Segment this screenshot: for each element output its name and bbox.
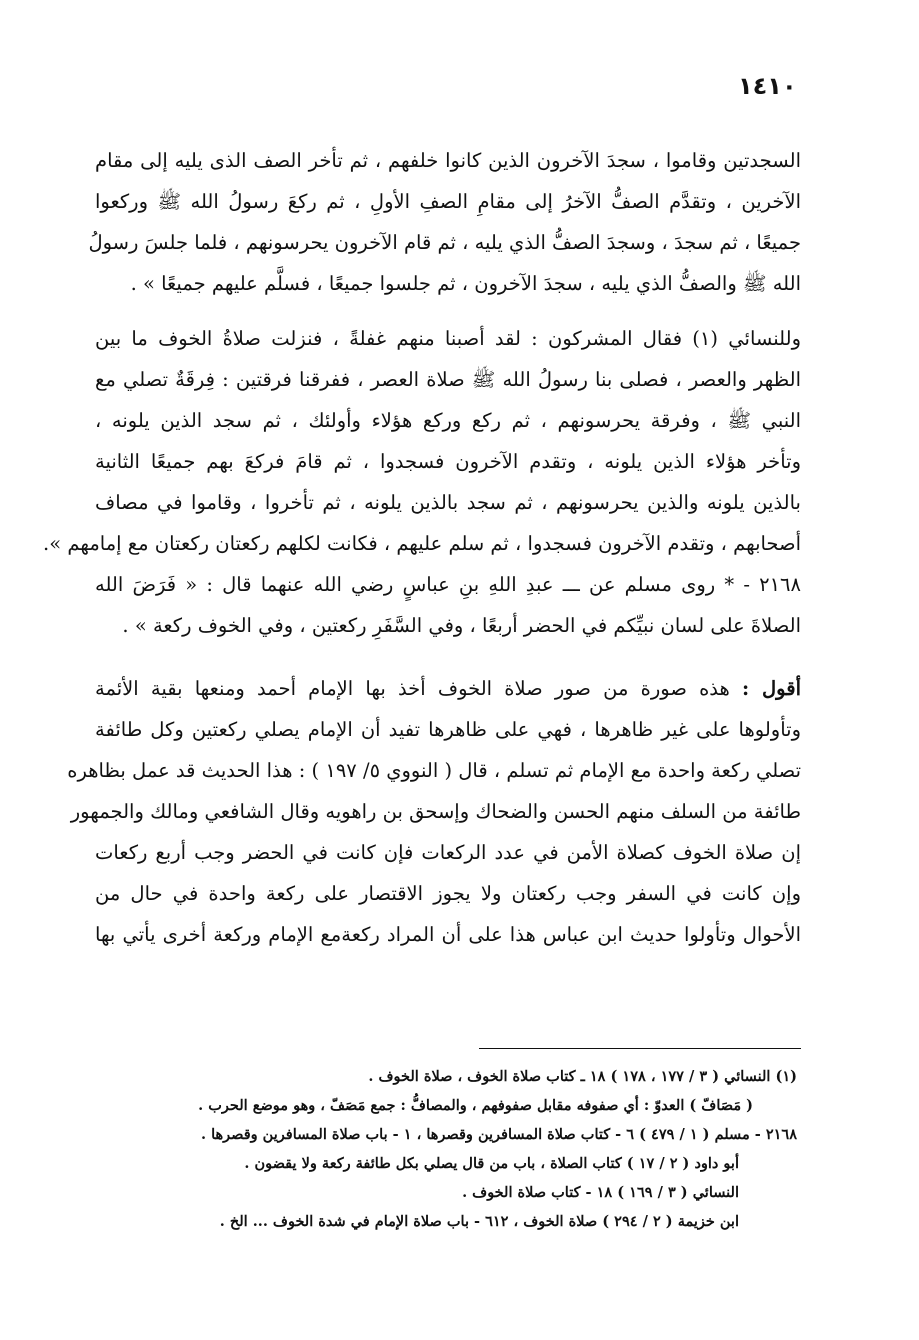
footnote-divider (479, 1048, 801, 1049)
text-line: بالذين يلونه والذين يحرسونهم ، ثم سجد بالذين يلونه ، ثم تأخروا ، وقاموا في مصاف (95, 491, 801, 514)
text-line: وتأولوها على غير ظاهرها ، فهي على ظاهرها تفيد أن الإمام يصلي ركعتين وكل طائفة (95, 718, 801, 741)
page-number: ١٤١٠ (738, 72, 797, 100)
text-line: الظهر والعصر ، فصلى بنا رسولُ الله ﷺ صلاة العصر ، ففرقنا فرقتين : فِرقَةٌ تصلي مع (95, 368, 801, 391)
text-line: أصحابهم ، وتقدم الآخرون فسجدوا ، ثم سلم عليهم ، فكانت لكلهم ركعتان ركعتان مع إمامهم ». (43, 532, 801, 555)
text-line: السجدتين وقاموا ، سجدَ الآخرون الذين كانوا خلفهم ، ثم تأخر الصف الذى يليه إلى مقام (95, 149, 801, 172)
paragraph-hadith-2168 (95, 564, 801, 646)
text-line: الأحوال وتأولوا حديث ابن عباس هذا على أن المراد ركعةمع الإمام وركعة أخرى يأتي بها (95, 923, 801, 946)
text-line: تصلي ركعة واحدة مع الإمام ثم تسلم ، قال ( النووي ٥/ ١٩٧ ) : هذا الحديث قد عمل بظاهره (67, 759, 801, 782)
text-line: ٢١٦٨ - * روى مسلم عن ـــ عبدِ اللهِ بنِ عباسٍ رضي الله عنهما قال : « فَرَضَ الله (95, 573, 801, 596)
text-line: النبي ﷺ ، وفرقة يحرسونهم ، ثم ركع وركع هؤلاء وأولئك ، ثم سجد الذين يلونه ، (95, 409, 801, 432)
text-line: جميعًا ، ثم سجدَ ، وسجدَ الصفُّ الذي يليه ، ثم قام الآخرون يحرسونهم ، فلما جلسَ رسولُ (88, 231, 801, 254)
footnote-line: (١) النسائي ( ٣ / ١٧٧ ، ١٧٨ ) ١٨ ـ كتاب صلاة الخوف ، صلاة الخوف . (368, 1068, 797, 1085)
footnotes (97, 1062, 797, 1236)
text-line: إن صلاة الخوف كصلاة الأمن في عدد الركعات فإن كانت في الحضر وجب أربع ركعات (95, 841, 801, 864)
footnote-line: ( مَصَافّ ) العدوّ : أي صفوفه مقابل صفوفهم ، والمصافُّ : جمع مَصَفّ ، وهو موضع الحرب . (198, 1097, 753, 1114)
text-line (95, 668, 801, 709)
text-line: طائفة من السلف منهم الحسن والضحاك وإسحق بن راهويه وقال الشافعي ومالك والجمهور (70, 800, 801, 823)
text-line: وتأخر هؤلاء الذين يلونه ، وتقدم الآخرون فسجدوا ، ثم قامَ فركعَ بهم جميعًا الثانية (95, 450, 801, 473)
commentary-first-line: هذه صورة من صور صلاة الخوف أخذ بها الإمام أحمد ومنعها بقية الأئمة (95, 677, 743, 700)
text-line: الله ﷺ والصفُّ الذي يليه ، سجدَ الآخرون ، ثم جلسوا جميعًا ، فسلَّم عليهم جميعًا » . (130, 272, 801, 295)
main-text (43, 140, 802, 955)
footnote-line: أبو داود ( ٢ / ١٧ ) كتاب الصلاة ، باب من قال يصلي بكل طائفة ركعة ولا يقضون . (244, 1155, 739, 1172)
text-line: الآخرين ، وتقدَّم الصفُّ الآخرُ إلى مقامِ الصفِ الأولِ ، ثم ركعَ رسولُ الله ﷺ وركعوا (95, 190, 801, 213)
text-line: وإن كانت في السفر وجب ركعتان ولا يجوز الاقتصار على ركعة واحدة في حال من (95, 882, 801, 905)
text-line: وللنسائي (١) فقال المشركون : لقد أصبنا منهم غفلةً ، فنزلت صلاةُ الخوف ما بين (95, 327, 801, 350)
commentary-lead: أقول : (742, 677, 802, 700)
footnote-line: ٢١٦٨ - مسلم ( ١ / ٤٧٩ ) ٦ - كتاب صلاة المسافرين وقصرها ، ١ - باب صلاة المسافرين وقصرها . (200, 1126, 797, 1143)
paragraph-commentary (67, 668, 802, 955)
text-line: الصلاةَ على لسان نبيِّكم في الحضر أربعًا ، وفي السَّفَرِ ركعتين ، وفي الخوف ركعة » . (122, 614, 801, 637)
footnote-line: النسائي ( ٣ / ١٦٩ ) ١٨ - كتاب صلاة الخوف . (462, 1184, 739, 1201)
paragraph-nasai-narration (43, 318, 801, 564)
footnote-line: ابن خزيمة ( ٢ / ٢٩٤ ) صلاة الخوف ، ٦١٢ - باب صلاة الإمام في شدة الخوف ... الخ . (219, 1213, 739, 1230)
paragraph-hadith-continuation (88, 140, 801, 304)
